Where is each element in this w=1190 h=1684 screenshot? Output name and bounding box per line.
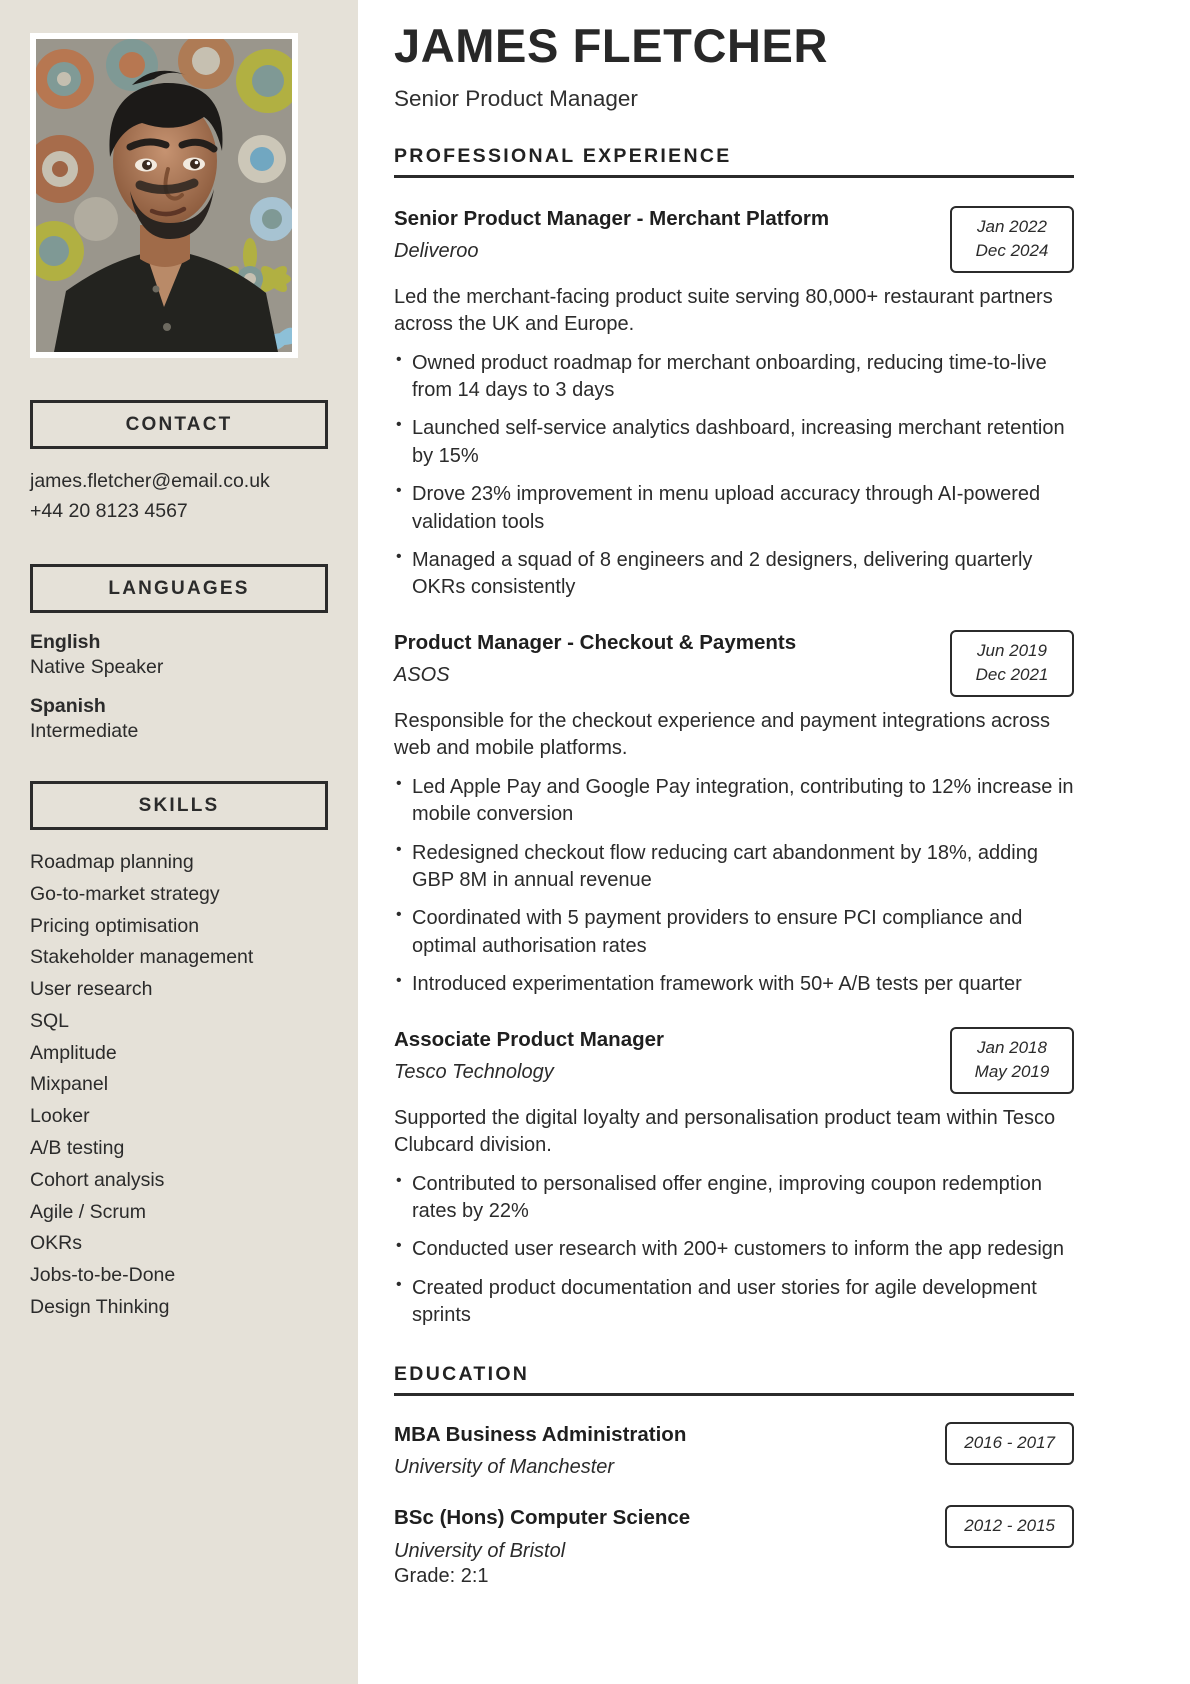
- main-column: [358, 0, 1190, 1684]
- date-end: Dec 2021: [975, 664, 1049, 684]
- skill-item: A/B testing: [30, 1136, 125, 1159]
- language-item: [30, 694, 328, 743]
- bullet-item: • Introduced experimentation framework with 50+ A/B tests per quarter: [394, 971, 1074, 998]
- institution-name: University of Bristol: [394, 1539, 566, 1562]
- date-badge: [950, 1027, 1074, 1094]
- skill-item: Cohort analysis: [30, 1168, 165, 1191]
- bullet-item: • Launched self-service analytics dashboard, increasing merchant retention by 15%: [394, 415, 1074, 470]
- date-start: Jan 2018: [977, 1037, 1047, 1057]
- contact-section: [30, 400, 328, 526]
- language-name: Spanish: [30, 695, 106, 718]
- skill-item: SQL: [30, 1009, 70, 1032]
- job-company: ASOS: [394, 664, 450, 687]
- bullet-item: • Contributed to personalised offer engine, improving coupon redemption rates by 22%: [394, 1171, 1074, 1226]
- date-badge: [950, 630, 1074, 697]
- institution-name: University of Manchester: [394, 1456, 615, 1479]
- job-role: Associate Product Manager: [394, 1027, 664, 1051]
- entry-left: [394, 1422, 945, 1480]
- skill-item: Mixpanel: [30, 1073, 109, 1096]
- job-summary: Responsible for the checkout experience and payment integrations across web and mobile platforms.: [394, 710, 1050, 760]
- portrait-photo: [36, 39, 292, 352]
- section-heading-experience: PROFESSIONAL EXPERIENCE: [394, 145, 1074, 178]
- experience-entry: [394, 630, 1074, 999]
- language-item: [30, 630, 328, 679]
- skill-item: User research: [30, 978, 153, 1001]
- job-bullets: [394, 774, 1074, 999]
- job-role: Senior Product Manager - Merchant Platform: [394, 206, 830, 230]
- entry-header: [394, 1027, 1074, 1094]
- date-start: Jun 2019: [977, 640, 1047, 660]
- education-entry: [394, 1505, 1074, 1589]
- contact-heading: CONTACT: [30, 400, 328, 449]
- contact-email[interactable]: james.fletcher@email.co.uk: [30, 470, 270, 492]
- date-range: 2016 - 2017: [964, 1432, 1055, 1452]
- entry-header: [394, 1422, 1074, 1480]
- entry-left: [394, 1505, 945, 1589]
- job-company: Deliveroo: [394, 240, 479, 263]
- job-summary: Led the merchant-facing product suite serving 80,000+ restaurant partners across the UK and Europe.: [394, 285, 1053, 336]
- page-title: JAMES FLETCHER: [394, 19, 829, 72]
- sidebar: [0, 0, 358, 1684]
- bullet-item: • Managed a squad of 8 engineers and 2 designers, delivering quarterly OKRs consistently: [394, 547, 1074, 602]
- entry-left: [394, 630, 950, 688]
- degree-grade: Grade: 2:1: [394, 1564, 489, 1587]
- bullet-item: • Redesigned checkout flow reducing cart abandonment by 18%, adding GBP 8M in annual revenue: [394, 840, 1074, 895]
- entry-left: [394, 1027, 950, 1085]
- entry-header: [394, 1505, 1074, 1589]
- skills-section: [30, 781, 328, 1324]
- job-bullets: [394, 350, 1074, 602]
- bullet-item: • Coordinated with 5 payment providers to ensure PCI compliance and optimal authorisation rates: [394, 905, 1074, 960]
- language-level: Intermediate: [30, 719, 139, 742]
- languages-section: [30, 564, 328, 743]
- date-range: 2012 - 2015: [964, 1516, 1055, 1536]
- section-heading-education: EDUCATION: [394, 1363, 1074, 1396]
- language-level: Native Speaker: [30, 655, 164, 678]
- bullet-item: • Drove 23% improvement in menu upload accuracy through AI-powered validation tools: [394, 481, 1074, 536]
- skill-item: Looker: [30, 1105, 90, 1128]
- job-company: Tesco Technology: [394, 1061, 554, 1084]
- date-badge: [945, 1505, 1074, 1548]
- date-start: Jan 2022: [977, 216, 1047, 236]
- date-end: Dec 2024: [975, 240, 1049, 260]
- degree-title: BSc (Hons) Computer Science: [394, 1506, 691, 1530]
- skill-item: Amplitude: [30, 1041, 117, 1064]
- skill-item: Go-to-market strategy: [30, 882, 220, 905]
- language-name: English: [30, 631, 101, 654]
- skills-heading: SKILLS: [30, 781, 328, 830]
- languages-heading: LANGUAGES: [30, 564, 328, 613]
- job-bullets: [394, 1171, 1074, 1330]
- bullet-item: • Created product documentation and user stories for agile development sprints: [394, 1275, 1074, 1330]
- bullet-item: • Owned product roadmap for merchant onboarding, reducing time-to-live from 14 days to 3 days: [394, 350, 1074, 405]
- skill-item: Agile / Scrum: [30, 1200, 146, 1223]
- bullet-item: • Led Apple Pay and Google Pay integration, contributing to 12% increase in mobile conversion: [394, 774, 1074, 829]
- skill-item: Roadmap planning: [30, 850, 194, 873]
- entry-header: [394, 630, 1074, 697]
- portrait-illustration: [36, 39, 292, 352]
- skill-item: Stakeholder management: [30, 946, 254, 969]
- skill-item: Pricing optimisation: [30, 914, 200, 937]
- skill-item: Design Thinking: [30, 1295, 170, 1318]
- degree-title: MBA Business Administration: [394, 1422, 687, 1446]
- entry-left: [394, 206, 950, 264]
- job-summary: Supported the digital loyalty and personalisation product team within Tesco Clubcard division.: [394, 1106, 1056, 1157]
- experience-entry: [394, 206, 1074, 602]
- job-role: Product Manager - Checkout & Payments: [394, 630, 797, 654]
- bullet-item: • Conducted user research with 200+ customers to inform the app redesign: [394, 1236, 1074, 1263]
- contact-phone[interactable]: +44 20 8123 4567: [30, 500, 188, 523]
- experience-entry: [394, 1027, 1074, 1330]
- date-end: May 2019: [974, 1061, 1050, 1081]
- date-badge: [945, 1422, 1074, 1465]
- entry-header: [394, 206, 1074, 273]
- skill-item: OKRs: [30, 1232, 83, 1255]
- skill-item: Jobs-to-be-Done: [30, 1264, 176, 1287]
- date-badge: [950, 206, 1074, 273]
- photo-frame: [30, 33, 298, 358]
- education-entry: [394, 1422, 1074, 1480]
- job-subtitle: Senior Product Manager: [394, 85, 638, 111]
